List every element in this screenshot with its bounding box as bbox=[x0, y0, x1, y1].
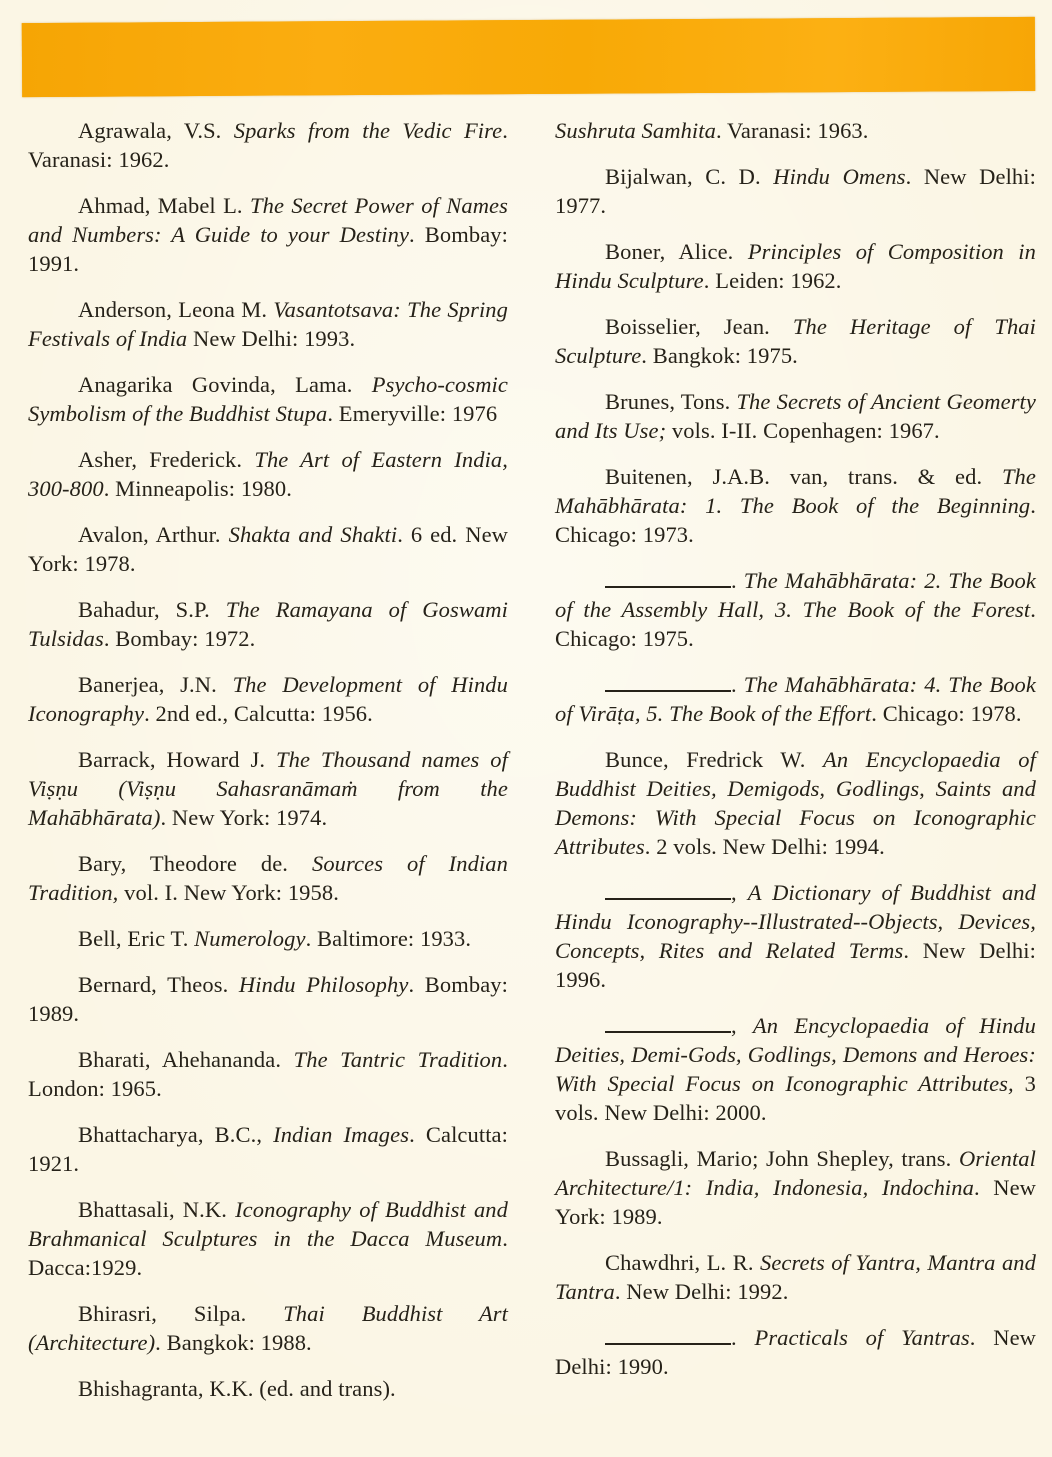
bib-entry bbox=[555, 237, 1036, 295]
bib-entry bbox=[555, 670, 1036, 728]
bib-roman-text: . London: 1965. bbox=[28, 1047, 508, 1101]
bib-roman-text: vols. I-II. Copenhagen: 1967. bbox=[666, 418, 940, 443]
bib-entry bbox=[555, 1144, 1036, 1231]
bib-roman-text: Bhirasri, Silpa. bbox=[78, 1301, 284, 1326]
bib-roman-text: Bernard, Theos. bbox=[78, 972, 239, 997]
bib-title-text: Thai Buddhist Art (Architecture) bbox=[28, 1301, 508, 1355]
bib-roman-text: Bhishagranta, K.K. (ed. and trans). bbox=[78, 1376, 396, 1401]
bib-roman-text: . Baltimore: 1933. bbox=[305, 926, 472, 951]
bib-entry bbox=[28, 445, 508, 503]
bibliography-column-left bbox=[28, 116, 508, 1420]
bib-roman-text: . New York: 1974. bbox=[160, 805, 328, 830]
bib-roman-text: Avalon, Arthur. bbox=[78, 522, 229, 547]
bib-roman-text: . New Delhi: 1977. bbox=[555, 164, 1036, 218]
bib-roman-text: Boner, Alice. bbox=[605, 239, 748, 264]
bib-roman-text: Boisselier, Jean. bbox=[605, 314, 793, 339]
bib-title-text: The Development of Hindu Iconography bbox=[28, 672, 508, 726]
bib-roman-text: Anderson, Leona M. bbox=[78, 297, 274, 322]
bib-roman-text: . bbox=[731, 568, 744, 593]
bib-entry bbox=[28, 670, 508, 728]
bib-roman-text: Banerjea, J.N. bbox=[78, 672, 233, 697]
blank-author-rule bbox=[605, 586, 731, 588]
bib-roman-text: . 2 vols. New Delhi: 1994. bbox=[644, 834, 885, 859]
bib-entry bbox=[555, 162, 1036, 220]
bib-title-text: The Mahābhārata: 4. The Book of Virāṭa, 5. The Book of the Effort bbox=[555, 672, 1036, 726]
bib-entry bbox=[28, 745, 508, 832]
bib-roman-text: . 2nd ed., Calcutta: 1956. bbox=[144, 701, 373, 726]
bib-roman-text: Brunes, Tons. bbox=[605, 389, 737, 414]
bib-entry bbox=[28, 1299, 508, 1357]
bib-roman-text: . Bangkok: 1988. bbox=[155, 1330, 312, 1355]
bib-title-text: Vasantotsava: The Spring Festivals of India bbox=[28, 297, 509, 351]
bib-roman-text: , bbox=[731, 1013, 753, 1038]
bib-roman-text: . New Delhi: 1992. bbox=[614, 1279, 789, 1304]
bib-title-text: The Secrets of Ancient Geomerty and Its Use; bbox=[555, 389, 1036, 443]
bib-entry bbox=[555, 116, 1036, 145]
bib-roman-text: . Varanasi: 1962. bbox=[28, 118, 508, 172]
bib-title-text: The Mahābhārata: 2. The Book of the Assembly Hall, 3. The Book of the Forest bbox=[555, 568, 1036, 622]
bib-title-text: The Art of Eastern India, 300-800 bbox=[28, 447, 508, 501]
bib-title-text: Indian Images bbox=[273, 1122, 410, 1147]
bib-roman-text: . New York: 1989. bbox=[555, 1175, 1037, 1229]
blank-author-rule bbox=[605, 898, 731, 900]
bib-entry bbox=[28, 520, 508, 578]
bib-roman-text: . Minneapolis: 1980. bbox=[103, 476, 292, 501]
bib-roman-text: Chawdhri, L. R. bbox=[605, 1250, 760, 1275]
bib-roman-text: Bussagli, Mario; John Shepley, trans. bbox=[605, 1146, 959, 1171]
bib-entry bbox=[28, 970, 508, 1028]
bib-roman-text: Barrack, Howard J. bbox=[78, 747, 276, 772]
bib-entry bbox=[28, 595, 508, 653]
bib-roman-text: Bary, Theodore de. bbox=[78, 851, 312, 876]
bib-roman-text: . bbox=[731, 1325, 755, 1350]
bib-title-text: Hindu Omens bbox=[773, 164, 906, 189]
bib-roman-text: Bell, Eric T. bbox=[78, 926, 195, 951]
bib-roman-text: . Bombay: 1972. bbox=[103, 626, 256, 651]
bib-entry bbox=[555, 566, 1036, 653]
bib-title-text: Practicals of Yantras bbox=[754, 1325, 970, 1350]
bib-entry bbox=[28, 370, 508, 428]
bib-title-text: Secrets of Yantra, Mantra and Tantra bbox=[555, 1250, 1036, 1304]
bib-title-text: Oriental Architecture/1: India, Indonesia, Indochina bbox=[555, 1146, 1036, 1200]
bib-roman-text: . Varanasi: 1963. bbox=[716, 118, 869, 143]
bib-roman-text: Bhattacharya, B.C., bbox=[78, 1122, 274, 1147]
bib-roman-text: . Bangkok: 1975. bbox=[641, 343, 798, 368]
bib-title-text: Hindu Philosophy bbox=[238, 972, 409, 997]
bib-roman-text: Bharati, Ahehananda. bbox=[78, 1047, 294, 1072]
bib-roman-text: . New Delhi: 1996. bbox=[555, 938, 1036, 992]
bib-title-text: The Mahābhārata: 1. The Book of the Beginning bbox=[555, 464, 1036, 518]
bib-roman-text: vol. I. New York: 1958. bbox=[118, 880, 339, 905]
bib-roman-text: Bunce, Fredrick W. bbox=[605, 747, 823, 772]
bib-title-text: An Encyclopaedia of Hindu Deities, Demi-Gods, Godlings, Demons and Heroes: With Special Focus on Iconographic Attributes, bbox=[555, 1013, 1036, 1096]
bib-entry bbox=[28, 191, 508, 278]
bib-roman-text: 3 vols. New Delhi: 2000. bbox=[555, 1071, 1036, 1125]
bib-entry bbox=[28, 1195, 508, 1282]
bib-roman-text: Anagarika Govinda, Lama. bbox=[78, 372, 372, 397]
bib-entry bbox=[28, 295, 508, 353]
bib-entry bbox=[555, 387, 1036, 445]
bib-roman-text: . Bombay: 1991. bbox=[28, 222, 508, 276]
bib-roman-text: . Calcutta: 1921. bbox=[28, 1122, 508, 1176]
blank-author-rule bbox=[605, 1343, 731, 1345]
bib-entry bbox=[28, 116, 508, 174]
bib-roman-text: . bbox=[731, 672, 744, 697]
banner-bar bbox=[22, 17, 1035, 97]
bib-title-text: Sources of Indian Tradition, bbox=[28, 851, 508, 905]
bib-roman-text: Buitenen, J.A.B. van, trans. & ed. bbox=[605, 464, 1002, 489]
bibliography-columns bbox=[28, 116, 1036, 1420]
bib-title-text: An Encyclopaedia of Buddhist Deities, Demigods, Godlings, Saints and Demons: With Special Focus on Iconographic Attributes bbox=[555, 747, 1037, 859]
bib-title-text: The Tantric Tradition bbox=[293, 1047, 503, 1072]
bib-entry bbox=[28, 1374, 508, 1403]
bib-roman-text: Bahadur, S.P. bbox=[78, 597, 226, 622]
bib-roman-text: . New Delhi: 1990. bbox=[555, 1325, 1037, 1379]
bib-title-text: Sparks from the Vedic Fire bbox=[233, 118, 503, 143]
bib-entry bbox=[28, 1045, 508, 1103]
bib-entry bbox=[555, 462, 1036, 549]
bib-roman-text: , bbox=[731, 880, 748, 905]
bib-roman-text: . Chicago: 1978. bbox=[871, 701, 1022, 726]
bib-roman-text: . Emeryville: 1976 bbox=[327, 401, 498, 426]
bib-roman-text: Bhattasali, N.K. bbox=[78, 1197, 236, 1222]
bib-entry bbox=[555, 1323, 1036, 1381]
bib-roman-text: Asher, Frederick. bbox=[78, 447, 255, 472]
bib-entry bbox=[28, 1120, 508, 1178]
blank-author-rule bbox=[605, 1031, 731, 1033]
bib-entry bbox=[555, 745, 1036, 861]
blank-author-rule bbox=[605, 690, 731, 692]
bib-title-text: A Dictionary of Buddhist and Hindu Iconography--Illustrated--Objects, Devices, Concepts, Rites and Related Terms bbox=[555, 880, 1036, 963]
bib-title-text: Sushruta Samhita bbox=[555, 118, 716, 143]
bibliography-column-right bbox=[555, 116, 1036, 1420]
bib-entry bbox=[555, 312, 1036, 370]
bib-roman-text: . Bombay: 1989. bbox=[28, 972, 508, 1026]
bib-roman-text: New Delhi: 1993. bbox=[187, 326, 356, 351]
bib-entry bbox=[28, 924, 508, 953]
bib-roman-text: . Dacca:1929. bbox=[28, 1226, 508, 1280]
bib-entry bbox=[555, 1011, 1036, 1127]
bib-title-text: Shakta and Shakti bbox=[228, 522, 398, 547]
bib-title-text: The Thousand names of Viṣṇu (Viṣṇu Sahasranāmaṁ from the Mahābhārata) bbox=[28, 747, 508, 830]
bib-entry bbox=[28, 849, 508, 907]
bib-roman-text: . Leiden: 1962. bbox=[703, 268, 842, 293]
bib-roman-text: Bijalwan, C. D. bbox=[605, 164, 774, 189]
bib-title-text: The Heritage of Thai Sculpture bbox=[555, 314, 1036, 368]
bib-title-text: The Ramayana of Goswami Tulsidas bbox=[28, 597, 508, 651]
bib-title-text: The Secret Power of Names and Numbers: A Guide to your Destiny bbox=[28, 193, 508, 247]
bib-entry bbox=[555, 878, 1036, 994]
bib-roman-text: Ahmad, Mabel L. bbox=[78, 193, 250, 218]
bib-title-text: Principles of Composition in Hindu Sculpture bbox=[555, 239, 1036, 293]
bib-title-text: Iconography of Buddhist and Brahmanical Sculptures in the Dacca Museum bbox=[28, 1197, 508, 1251]
bib-roman-text: . 6 ed. New York: 1978. bbox=[28, 522, 508, 576]
bib-entry bbox=[555, 1248, 1036, 1306]
bib-title-text: Psycho-cosmic Symbolism of the Buddhist Stupa bbox=[28, 372, 508, 426]
bib-roman-text: . Chicago: 1975. bbox=[555, 597, 1036, 651]
bib-roman-text: Agrawala, V.S. bbox=[78, 118, 234, 143]
bib-title-text: Numerology bbox=[194, 926, 306, 951]
bib-roman-text: . Chicago: 1973. bbox=[555, 493, 1036, 547]
